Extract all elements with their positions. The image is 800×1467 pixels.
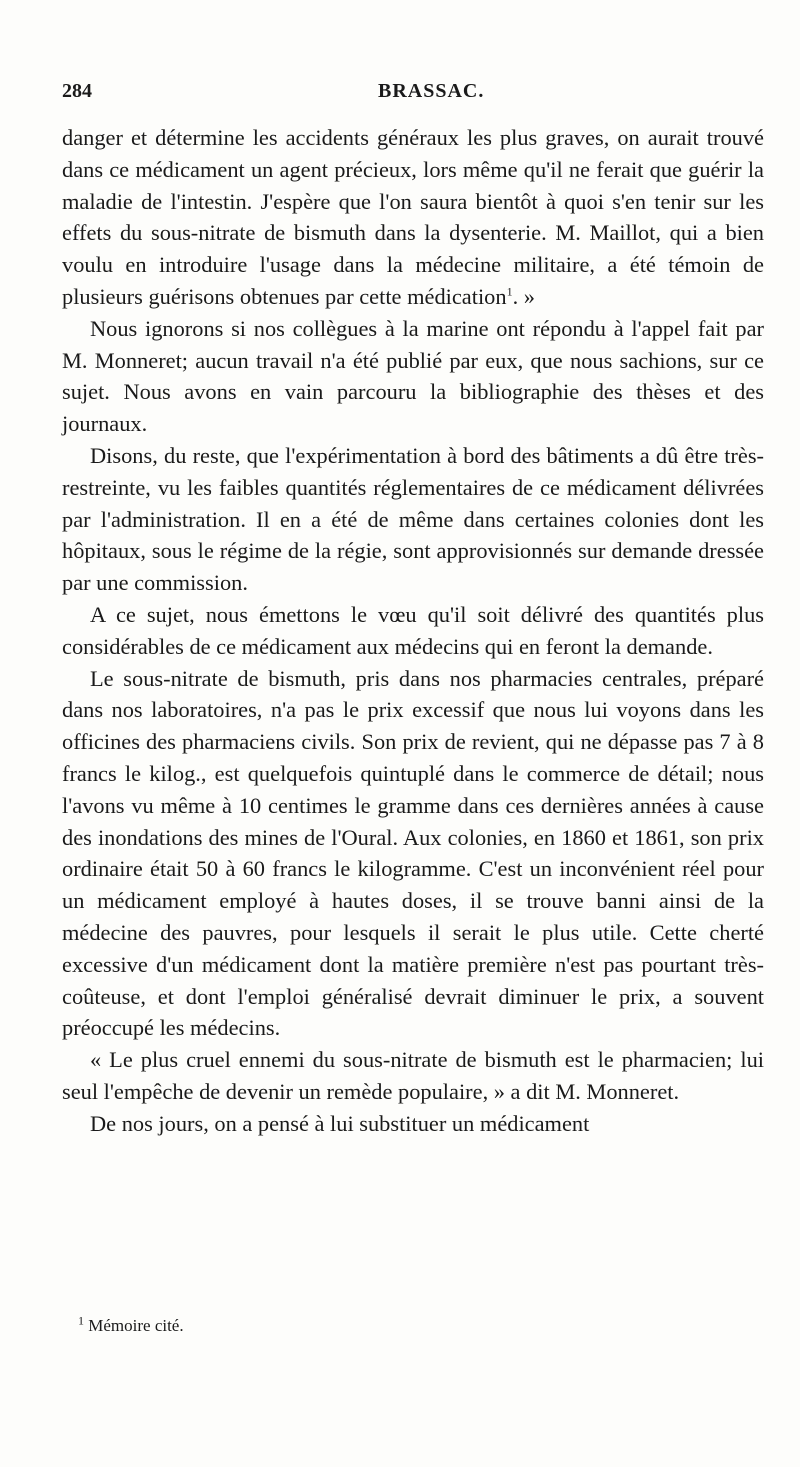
- paragraph-2: Nous ignorons si nos collègues à la marine ont répondu à l'appel fait par M. Monneret; aucun travail n'a été publié par eux, que nous sachions, sur ce sujet. Nous avons en vain parcouru la bibliographie des thèses et des journaux.: [62, 315, 764, 437]
- footnote-text: Mémoire cité.: [88, 1316, 184, 1335]
- paragraph-7: De nos jours, on a pensé à lui substituer un médicament: [90, 1110, 590, 1136]
- paragraph-4: A ce sujet, nous émettons le vœu qu'il soit délivré des quantités plus considérables de ce médicament aux médecins qui en feront la demande.: [62, 601, 764, 659]
- paragraph-6: « Le plus cruel ennemi du sous-nitrate de bismuth est le pharmacien; lui seul l'empêche de devenir un remède populaire, » a dit M. Monneret.: [62, 1047, 764, 1104]
- footnote: [78, 1313, 184, 1336]
- paragraph-1-tail: . »: [512, 283, 535, 309]
- footnote-reference: 1: [506, 284, 513, 299]
- paragraph-1: [62, 122, 764, 313]
- page-number: 284: [62, 80, 92, 102]
- paragraph-5: Le sous-nitrate de bismuth, pris dans nos pharmacies centrales, préparé dans nos laboratoires, n'a pas le prix excessif que nous lui voyons dans les officines des pharmaciens civils. Son prix de revient, qui ne dépasse pas 7 à 8 francs le kilog., est quelquefois quintuplé dans le commerce de détail; nous l'avons vu même à 10 centimes le gramme dans ces dernières années à cause des inondations des mines de l'Oural. Aux colonies, en 1860 et 1861, son prix ordinaire était 50 à 60 francs le kilogramme. C'est un inconvénient réel pour un médicament employé à hautes doses, il se trouve banni ainsi de la médecine des pauvres, pour lesquels il serait le plus utile. Cette cherté excessive d'un médicament dont la matière première n'est pas pourtant très-coûteuse, et dont l'emploi généralisé devrait diminuer le prix, a souvent préoccupé les médecins.: [62, 665, 764, 1041]
- paragraph-1-text: danger et détermine les accidents généraux les plus graves, on aurait trouvé dans ce médicament un agent précieux, lors même qu'il ne ferait que guérir la maladie de l'intestin. J'espère que l'on saura bientôt à quoi s'en tenir sur les effets du sous-nitrate de bismuth dans la dysenterie. M. Maillot, qui a bien voulu en introduire l'usage dans la médecine militaire, a été témoin de plusieurs guérisons obtenues par cette médication: [62, 125, 764, 309]
- paragraph-3: Disons, du reste, que l'expérimentation à bord des bâtiments a dû être très-restreinte, vu les faibles quantités réglementaires de ce médicament délivrées par l'administration. Il en a été de même dans certaines colonies dont les hôpitaux, sous le régime de la régie, sont approvisionnés sur demande dressée par une commission.: [62, 442, 764, 596]
- body-text: [62, 122, 764, 1140]
- running-head: BRASSAC.: [378, 80, 485, 102]
- page-header: [62, 80, 764, 114]
- footnote-marker: 1: [78, 1313, 84, 1328]
